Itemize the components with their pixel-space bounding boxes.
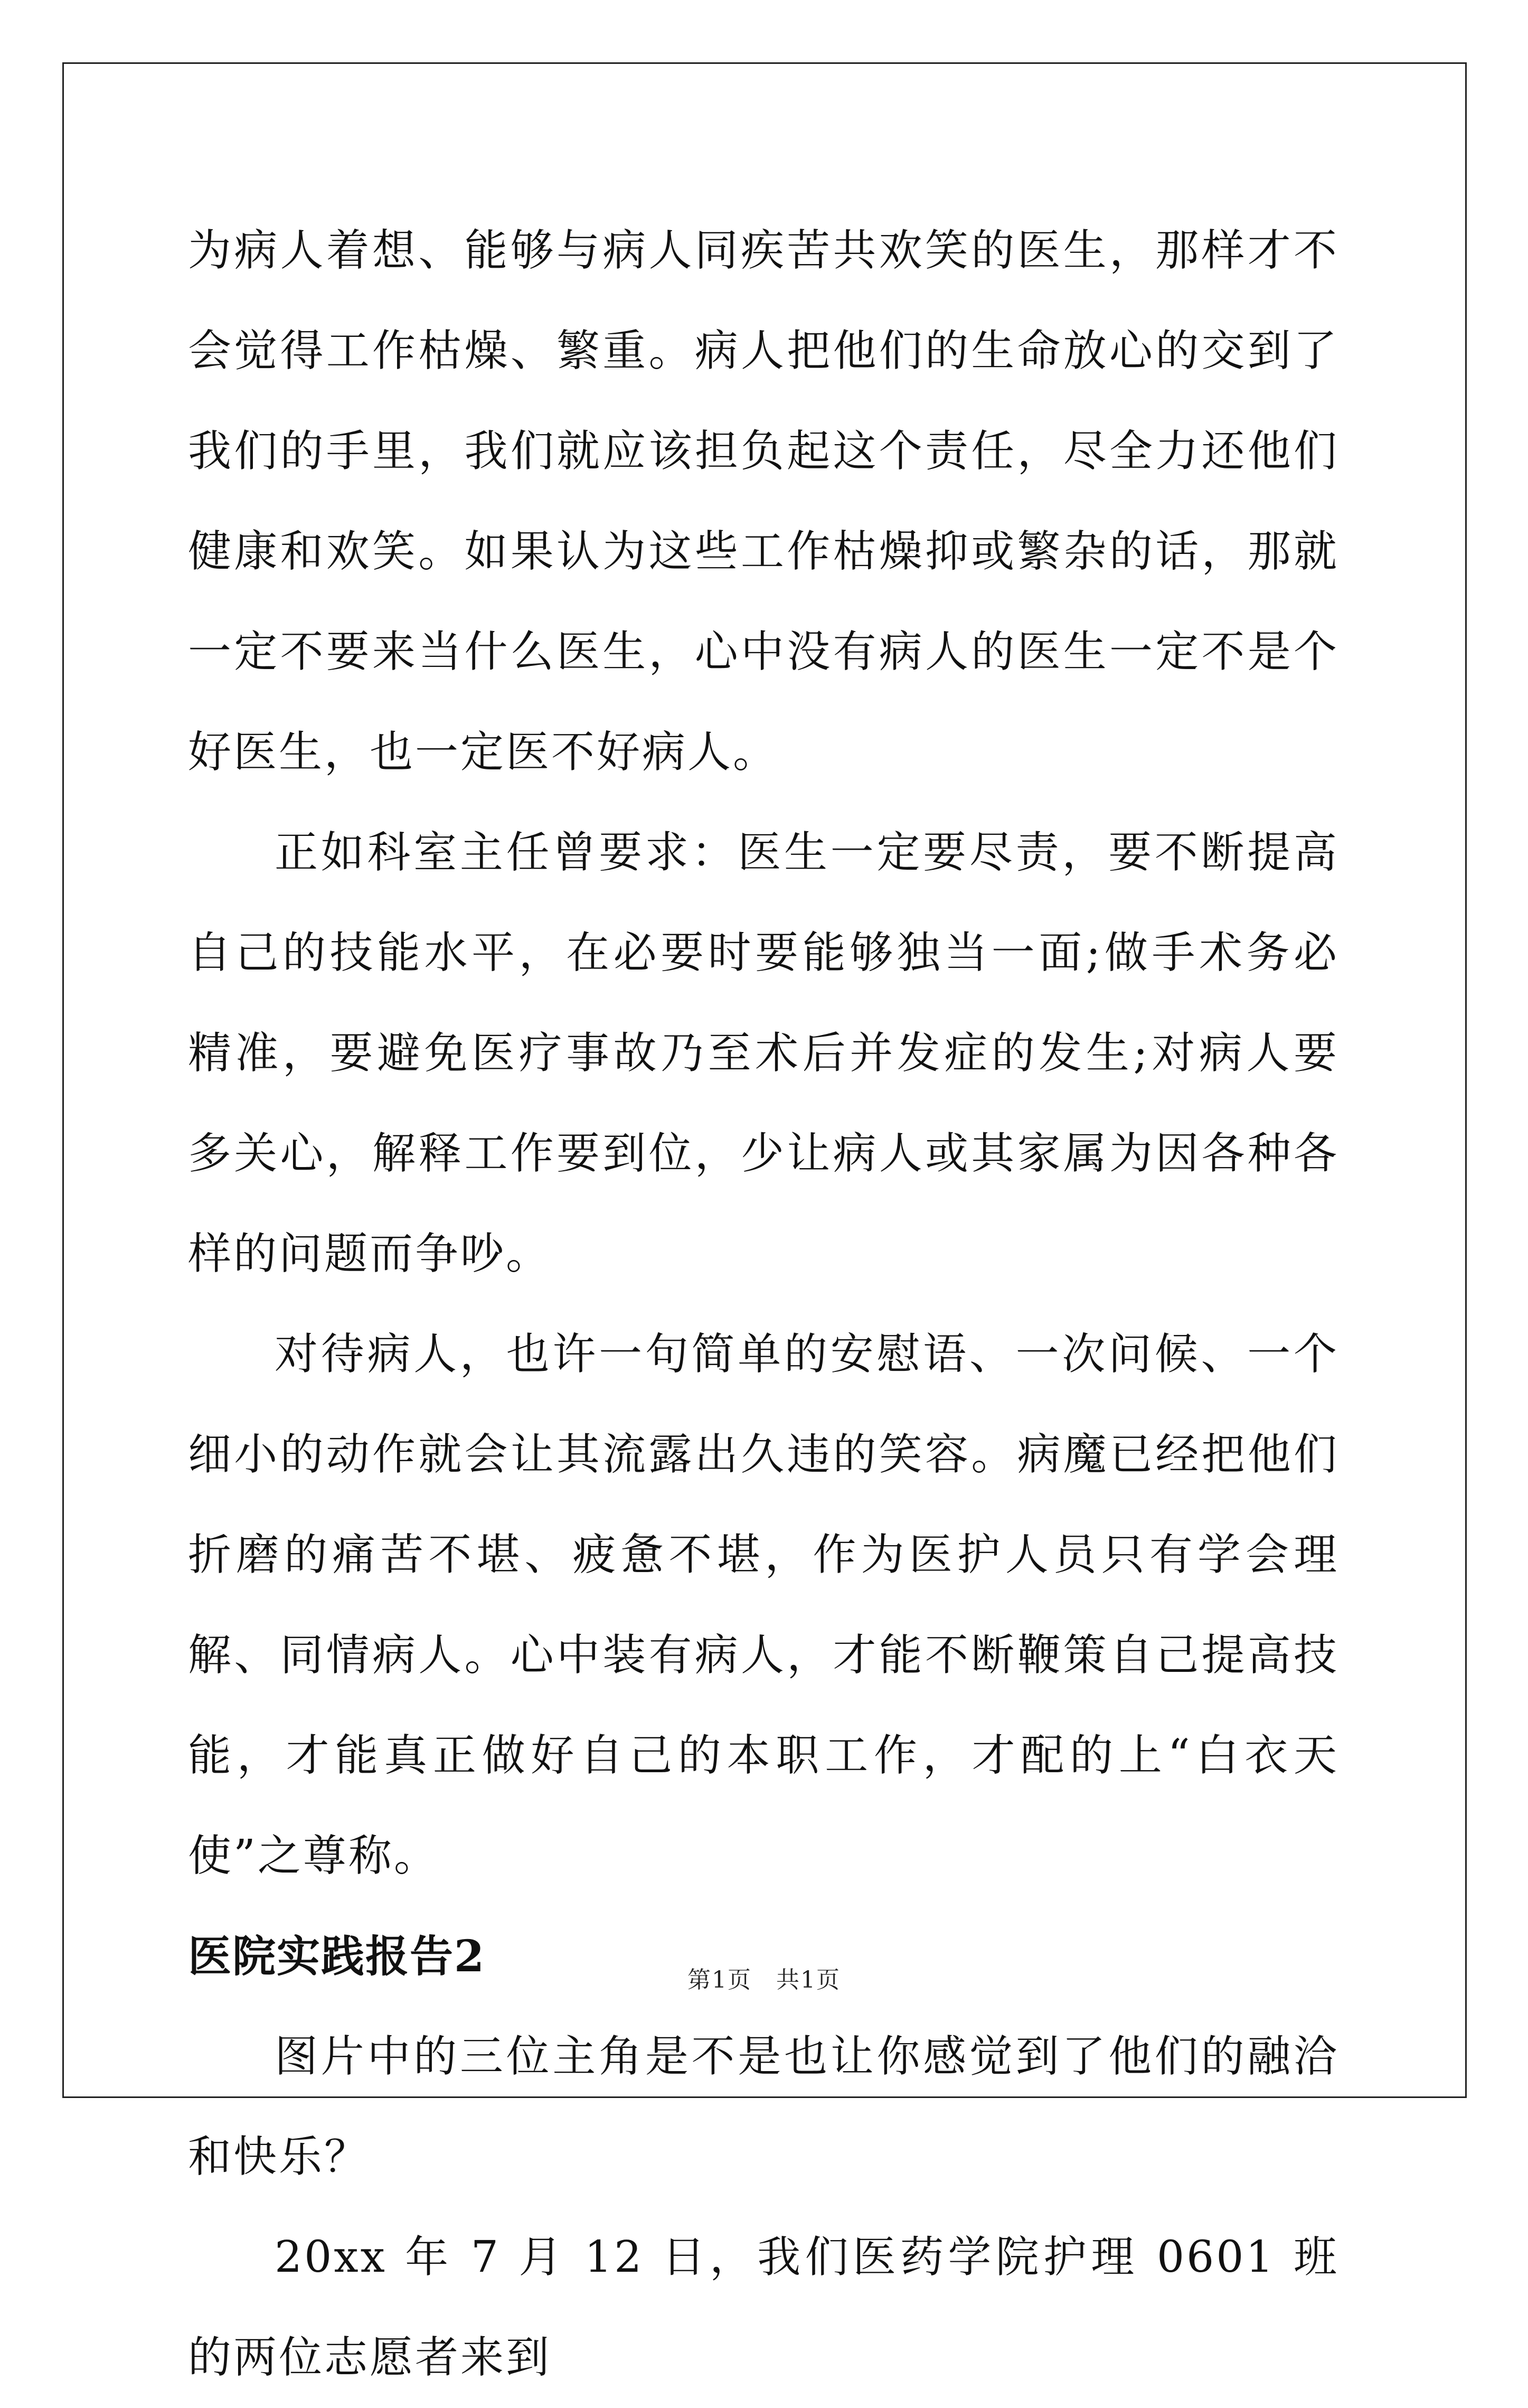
document-body bbox=[188, 201, 1339, 2408]
paragraph-2: 正如科室主任曾要求：医生一定要尽责，要不断提高自己的技能水平，在必要时要能够独当一面;做手术务必精准，要避免医疗事故乃至术后并发症的发生;对病人要多关心，解释工作要到位，少让病人或其家属为因各种各样的问题而争吵。 bbox=[188, 827, 1339, 1279]
paragraph-4: 图片中的三位主角是不是也让你感觉到了他们的融洽和快乐？ bbox=[188, 2031, 1339, 2182]
paragraph-3: 对待病人，也许一句简单的安慰语、一次问候、一个细小的动作就会让其流露出久违的笑容。病魔已经把他们折磨的痛苦不堪、疲惫不堪，作为医护人员只有学会理解、同情病人。心中装有病人，才能不断鞭策自己提高技能，才能真正做好自己的本职工作，才配的上“白衣天使”之尊称。 bbox=[188, 1329, 1339, 1881]
page-footer: 第1页 共1页 bbox=[687, 1967, 841, 1993]
paragraph-5: 20xx 年 7 月 12 日，我们医药学院护理 0601 班的两位志愿者来到 bbox=[188, 2232, 1339, 2383]
section-heading: 医院实践报告2 bbox=[188, 1931, 486, 1982]
paragraph-1: 为病人着想、能够与病人同疾苦共欢笑的医生，那样才不会觉得工作枯燥、繁重。病人把他们的生命放心的交到了我们的手里，我们就应该担负起这个责任，尽全力还他们健康和欢笑。如果认为这些工作枯燥抑或繁杂的话，那就一定不要来当什么医生，心中没有病人的医生一定不是个好医生，也一定医不好病人。 bbox=[188, 225, 1339, 777]
